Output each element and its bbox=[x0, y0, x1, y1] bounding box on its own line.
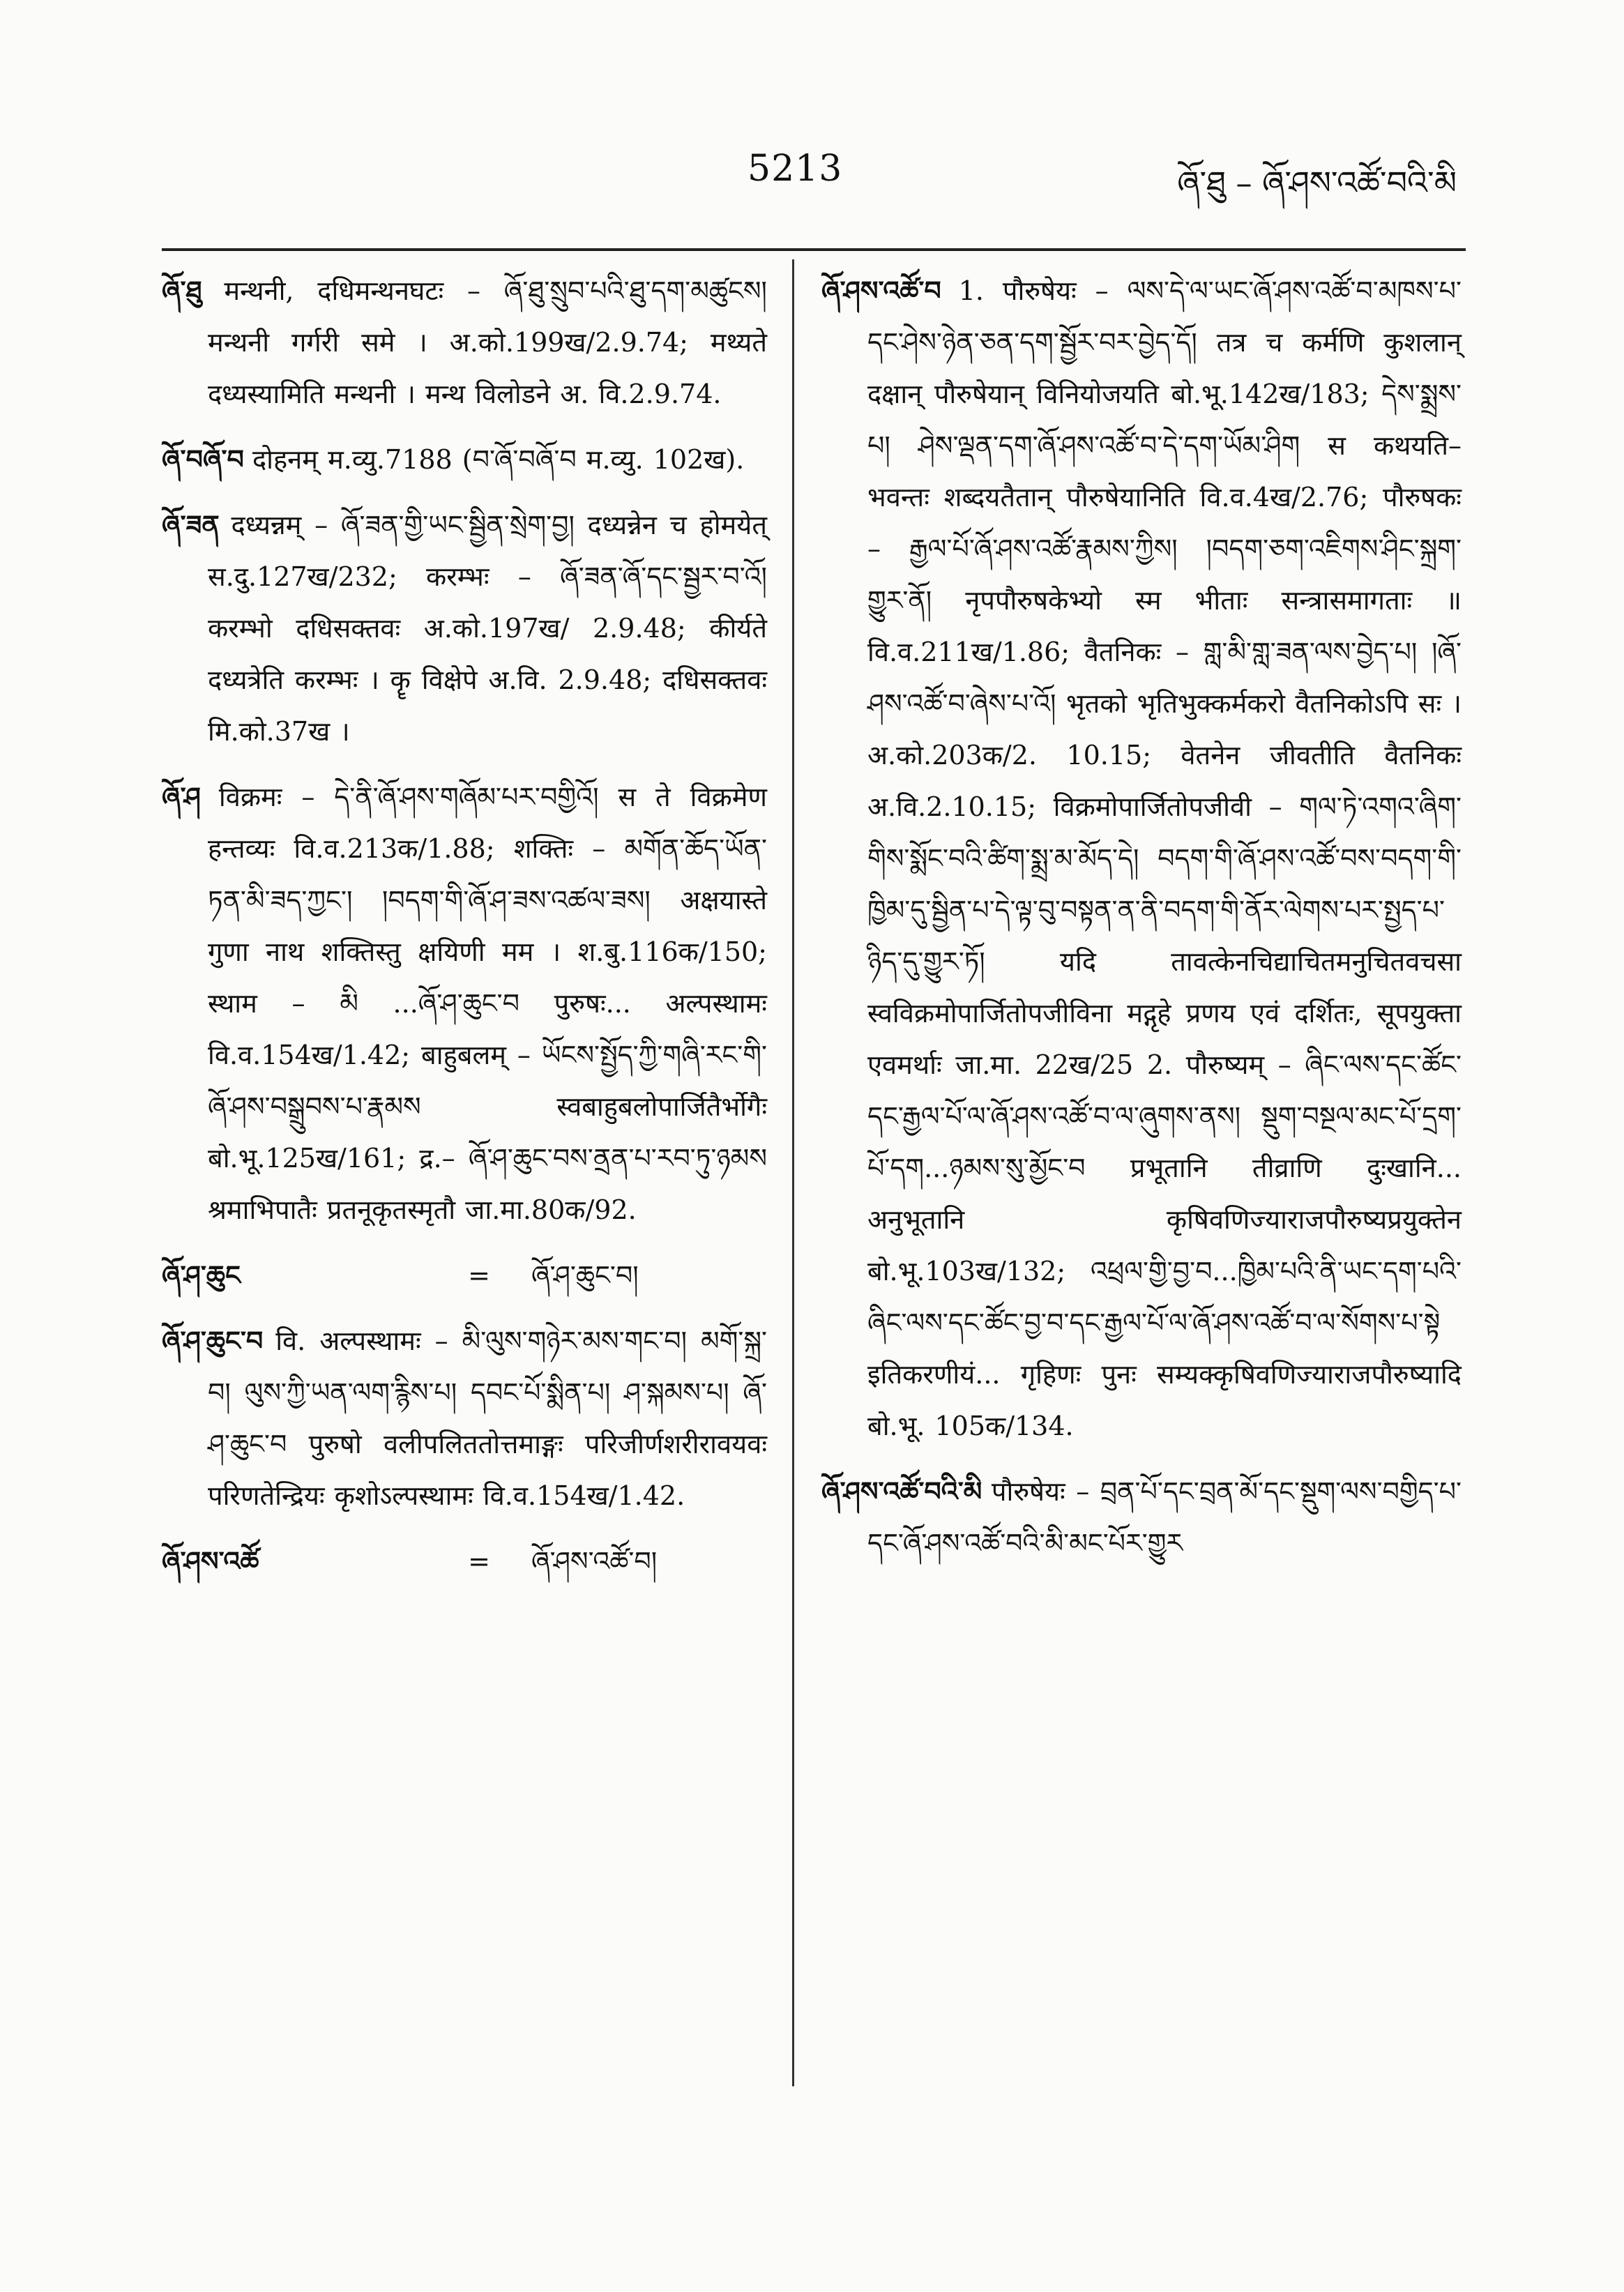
page-number: 5213 bbox=[748, 148, 843, 190]
entry-text: मन्थनी, दधिमन्थनघटः – ཞོ་ཐུ་སྲུབ་པའི་ཐུ་དག་མཚུངས། मन्थनी गर्गरी समे । अ.को.199ख/2.9.74; मथ्यते दध्यस्यामिति मन्थनी । मन्थ विलोडने अ. वि.2.9.74. bbox=[208, 275, 767, 409]
entry-headword: ཞོ་ཤས་འཚོ་བའི་མི bbox=[821, 1475, 982, 1507]
entry-headword: ཞོ་བཞོ་བ bbox=[162, 443, 244, 475]
dictionary-entry bbox=[162, 434, 767, 485]
dictionary-entry bbox=[162, 771, 767, 1236]
entry-text: पौरुषेयः – བྲན་པོ་དང་བྲན་མོ་དང་སྡུག་ལས་བགྱིད་པ་དང་ཞོ་ཤས་འཚོ་བའི་མི་མང་པོར་གྱུར bbox=[867, 1476, 1462, 1558]
equals-sign: = bbox=[468, 1260, 490, 1291]
cross-reference-entry bbox=[162, 1535, 767, 1587]
entry-headword: ཞོ་ཤ bbox=[162, 781, 201, 812]
cross-reference-entry bbox=[162, 1250, 767, 1301]
entry-headword: ཞོ་ཤ་ཆུང bbox=[162, 1259, 241, 1291]
entry-text: दोहनम् म.व्यु.7188 (བ་ཞོ་བཞོ་བ म.व्यु. 102ख). bbox=[252, 444, 745, 475]
dictionary-entry bbox=[162, 265, 767, 420]
entry-headword: ཞོ་ཐུ bbox=[162, 275, 202, 306]
dictionary-entry bbox=[162, 499, 767, 757]
left-column bbox=[162, 265, 767, 1601]
column-divider bbox=[792, 259, 794, 2086]
entry-headword: ཞོ་ཟན bbox=[162, 509, 220, 540]
running-head: ཞོ་ཐུ – ཞོ་ཤས་འཚོ་བའི་མི bbox=[1177, 164, 1457, 202]
dictionary-entry bbox=[821, 265, 1462, 1452]
entry-headword: ཞོ་ཤ་ཆུང་བ bbox=[162, 1325, 264, 1356]
dictionary-entry bbox=[162, 1315, 767, 1521]
dictionary-entry bbox=[821, 1466, 1462, 1569]
equals-sign: = bbox=[468, 1546, 490, 1577]
header-rule bbox=[162, 248, 1466, 251]
cross-reference-target: ཞོ་ཤ་ཆུང་བ། bbox=[531, 1260, 639, 1291]
entry-headword: ཞོ་ཤས་འཚོ bbox=[162, 1545, 259, 1577]
entry-text: दध्यन्नम् – ཞོ་ཟན་གྱི་ཡང་སྦྱིན་སྲེག་བྱ། दध्यन्नेन च होमयेत् स.दु.127ख/232; करम्भः – ཞོ་ཟན་ཞོ་དང་སྦྱར་བ་འོ། करम्भो दधिसक्तवः अ.को.197ख/ 2.9.48; कीर्यते दध्यत्रेति करम्भः । कॄ विक्षेपे अ.वि. 2.9.48; दधिसक्तवः मि.को.37ख । bbox=[208, 510, 767, 747]
entry-text: विक्रमः – དེ་ནི་ཞོ་ཤས་གཞོམ་པར་བགྱིའོ། स ते विक्रमेण हन्तव्यः वि.व.213क/1.88; शक्तिः – མགོན་ཆོད་ཡོན་ཏན་མི་ཟད་ཀྱང་། །བདག་གི་ཞོ་ཤ་ཟས་འཚལ་ཟས། अक्षयास्ते गुणा नाथ शक्तिस्तु क्षयिणी मम । श.बु.116क/150; स्थाम – མི ...ཞོ་ཤ་ཆུང་བ पुरुषः... अल्पस्थामः वि.व.154ख/1.42; बाहुबलम् – ཡོངས་སྤྱོད་ཀྱི་གཞི་རང་གི་ཞོ་ཤས་བསྒྲུབས་པ་རྣམས स्वबाहुबलोपार्जितैर्भोगैः बो.भू.125ख/161; द्र.– ཞོ་ཤ་ཆུང་བས་ནྲན་པ་རབ་ཏུ་ཉམས श्रमाभिपातैः प्रतनूकृतस्मृतौ जा.मा.80क/92. bbox=[208, 782, 767, 1225]
entry-text: वि. अल्पस्थामः – མི་ལུས་གཉེར་མས་གང་བ། མགོ་སྐྲ་བ། ལུས་ཀྱི་ཡན་ལག་རྙིས་པ། དབང་པོ་སྨིན་པ། ཤ་སྐམས་པ། ཞོ་ཤ་ཆུང་བ पुरुषो वलीपलिततोत्तमाङ्गः परिजीर्णशरीरावयवः परिणतेन्द्रियः कृशोऽल्पस्थामः वि.व.154ख/1.42. bbox=[208, 1326, 767, 1511]
entry-text: 1. पौरुषेयः – ལས་དེ་ལ་ཡང་ཞོ་ཤས་འཚོ་བ་མཁས་པ་དང་ཤེས་ཉེན་ཅན་དག་སྦྱོར་བར་བྱེད་དོ། तत्र च कर्मणि कुशलान् दक्षान् पौरुषेयान् विनियोजयति बो.भू.142ख/183; དེས་སྨྲས་པ། ཤེས་ལྡན་དག་ཞོ་ཤས་འཚོ་བ་དེ་དག་ཡོམ་ཤིག स कथयति–भवन्तः शब्दयतैतान् पौरुषेयानिति वि.व.4ख/2.76; पौरुषकः – རྒྱལ་པོ་ཞོ་ཤས་འཚོ་རྣམས་ཀྱིས། །བདག་ཅག་འཇིགས་ཤིང་སྐྲག་གྱུར་ནོ། नृपपौरुषकेभ्यो स्म भीताः सन्त्रासमागताः ॥ वि.व.211ख/1.86; वैतनिकः – གླ་མི་གླ་ཟན་ལས་བྱེད་པ། །ཞོ་ཤས་འཚོ་བ་ཞེས་པ་འོ། भृतको भृतिभुक्कर्मकरो वैतनिकोऽपि सः । अ.को.203क/2. 10.15; वेतनेन जीवतीति वैतनिकः अ.वि.2.10.15; विक्रमोपार्जितोपजीवी – གལ་ཏེ་འགའ་ཞིག་གིས་སྨོང་བའི་ཚིག་སྨྲ་མ་མོད་དེ། བདག་གི་ཞོ་ཤས་འཚོ་བས་བདག་གི་ཁྱིམ་དུ་སྦྱིན་པ་དེ་ལྟ་བུ་བསྟན་ན་ནི་བདག་གི་ནོར་ལེགས་པར་སྤྱད་པ་ཉིད་དུ་གྱུར་ཏོ། यदि तावत्केनचिद्याचितमनुचितवचसा स्वविक्रमोपार्जितोपजीविना मद्गृहे प्रणय एवं दर्शितः, सूपयुक्ता एवमर्थाः जा.मा. 22ख/25 2. पौरुष्यम् – ཞིང་ལས་དང་ཚོང་དང་རྒྱལ་པོ་ལ་ཞོ་ཤས་འཚོ་བ་ལ་ཞུགས་ནས། སྡུག་བསྔལ་མང་པོ་དྲག་པོ་དག...ཉམས་སུ་མྱོང་བ प्रभूतानि तीव्राणि दुःखानि... अनुभूतानि कृषिवणिज्याराजपौरुष्यप्रयुक्तेन बो.भू.103ख/132; འཕྲལ་གྱི་བྱ་བ...ཁྱིམ་པའི་ནི་ཡང་དག་པའི་ཞིང་ལས་དང་ཚོང་བྱ་བ་དང་རྒྱལ་པོ་ལ་ཞོ་ཤས་འཚོ་བ་ལ་སོགས་པ་སྟེ इतिकरणीयं... गृहिणः पुनः सम्यक्कृषिवणिज्याराजपौरुष्यादि बो.भू. 105क/134. bbox=[867, 275, 1462, 1441]
entry-headword: ཞོ་ཤས་འཚོ་བ bbox=[821, 275, 941, 306]
right-column bbox=[821, 265, 1462, 1583]
cross-reference-target: ཞོ་ཤས་འཚོ་བ། bbox=[531, 1546, 658, 1577]
